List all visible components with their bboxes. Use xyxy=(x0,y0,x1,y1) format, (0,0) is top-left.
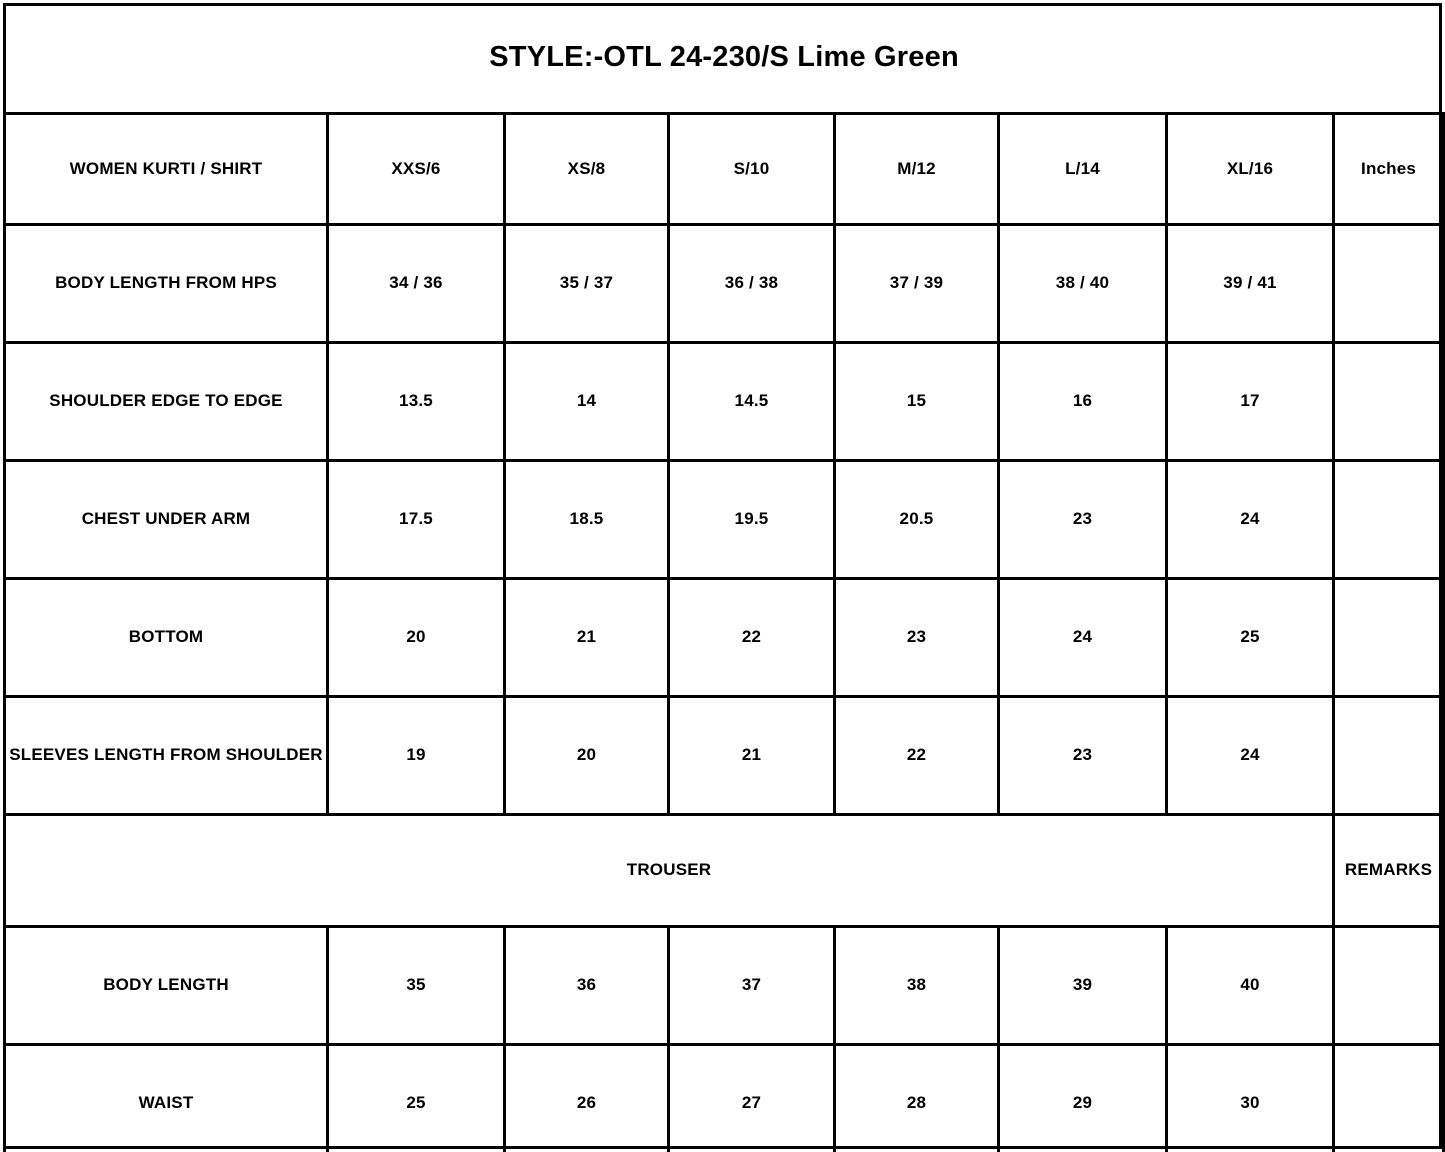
header-size-s: S/10 xyxy=(669,113,835,224)
row-value: 27 xyxy=(669,1044,835,1152)
row-label: BODY LENGTH xyxy=(5,926,328,1044)
row-value: 17 xyxy=(1167,342,1334,460)
row-value: 20 xyxy=(328,578,505,696)
row-label: BOTTOM xyxy=(5,578,328,696)
header-size-xs: XS/8 xyxy=(505,113,669,224)
row-value: 21 xyxy=(669,696,835,814)
header-size-xxs: XXS/6 xyxy=(328,113,505,224)
row-value: 18.5 xyxy=(505,460,669,578)
table-row xyxy=(5,578,1444,696)
table-row xyxy=(5,1044,1444,1152)
row-value: 26 xyxy=(505,1044,669,1152)
row-remark xyxy=(1334,926,1444,1044)
row-label: SHOULDER EDGE TO EDGE xyxy=(5,342,328,460)
row-value: 36 / 38 xyxy=(669,224,835,342)
row-value: 25 xyxy=(328,1044,505,1152)
row-value: 39 xyxy=(999,926,1167,1044)
row-value: 29 xyxy=(999,1044,1167,1152)
header-size-xl: XL/16 xyxy=(1167,113,1334,224)
row-value: 30 xyxy=(1167,1044,1334,1152)
header-size-m: M/12 xyxy=(835,113,999,224)
section-title: TROUSER xyxy=(5,814,1334,926)
row-remark xyxy=(1334,1044,1444,1152)
row-value: 25 xyxy=(1167,578,1334,696)
page-title: STYLE:-OTL 24-230/S Lime Green xyxy=(5,3,1444,113)
row-value: 35 xyxy=(328,926,505,1044)
row-value: 17.5 xyxy=(328,460,505,578)
row-value: 24 xyxy=(999,578,1167,696)
row-label: SLEEVES LENGTH FROM SHOULDER xyxy=(5,696,328,814)
row-value: 16 xyxy=(999,342,1167,460)
row-value: 23 xyxy=(999,460,1167,578)
row-remark xyxy=(1334,224,1444,342)
row-value: 21 xyxy=(505,578,669,696)
row-value: 20.5 xyxy=(835,460,999,578)
row-remark xyxy=(1334,342,1444,460)
row-value: 22 xyxy=(835,696,999,814)
row-value: 35 / 37 xyxy=(505,224,669,342)
table-row xyxy=(5,224,1444,342)
row-label: CHEST UNDER ARM xyxy=(5,460,328,578)
row-remark xyxy=(1334,578,1444,696)
section-header-row xyxy=(5,814,1444,926)
row-value: 39 / 41 xyxy=(1167,224,1334,342)
header-size-l: L/14 xyxy=(999,113,1167,224)
row-value: 23 xyxy=(835,578,999,696)
row-value: 24 xyxy=(1167,696,1334,814)
measurement-spec-table xyxy=(3,3,1445,1152)
row-remark xyxy=(1334,696,1444,814)
table-row xyxy=(5,696,1444,814)
table-row xyxy=(5,342,1444,460)
title-row xyxy=(5,3,1444,113)
row-value: 14.5 xyxy=(669,342,835,460)
remarks-header: REMARKS xyxy=(1334,814,1444,926)
row-value: 13.5 xyxy=(328,342,505,460)
table-row xyxy=(5,460,1444,578)
row-value: 19 xyxy=(328,696,505,814)
row-value: 40 xyxy=(1167,926,1334,1044)
row-value: 22 xyxy=(669,578,835,696)
row-value: 37 xyxy=(669,926,835,1044)
row-value: 23 xyxy=(999,696,1167,814)
header-category-label: WOMEN KURTI / SHIRT xyxy=(5,113,328,224)
table-header-row xyxy=(5,113,1444,224)
row-value: 15 xyxy=(835,342,999,460)
row-value: 37 / 39 xyxy=(835,224,999,342)
row-value: 38 / 40 xyxy=(999,224,1167,342)
row-value: 14 xyxy=(505,342,669,460)
row-label: BODY LENGTH FROM HPS xyxy=(5,224,328,342)
row-value: 38 xyxy=(835,926,999,1044)
row-value: 20 xyxy=(505,696,669,814)
row-value: 24 xyxy=(1167,460,1334,578)
row-value: 36 xyxy=(505,926,669,1044)
row-value: 19.5 xyxy=(669,460,835,578)
row-label: WAIST xyxy=(5,1044,328,1152)
row-value: 28 xyxy=(835,1044,999,1152)
row-value: 34 / 36 xyxy=(328,224,505,342)
table-row xyxy=(5,926,1444,1044)
row-remark xyxy=(1334,460,1444,578)
header-unit: Inches xyxy=(1334,113,1444,224)
